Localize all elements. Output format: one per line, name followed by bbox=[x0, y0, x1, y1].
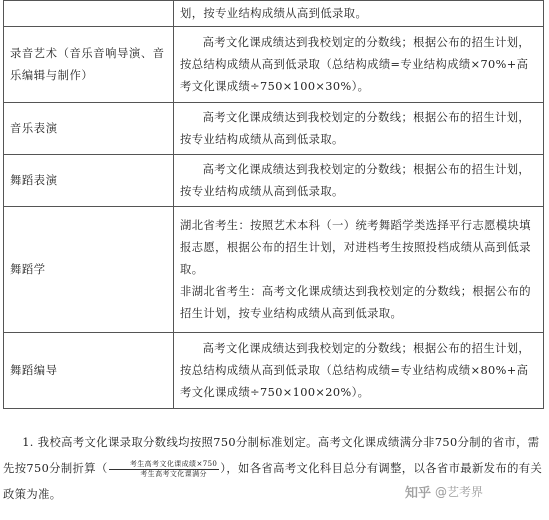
major-cell: 舞蹈学 bbox=[4, 207, 174, 333]
table-row bbox=[4, 103, 544, 155]
table-row bbox=[4, 155, 544, 207]
major-cell: 舞蹈表演 bbox=[4, 155, 174, 207]
zhihu-logo: 知乎 bbox=[405, 486, 432, 501]
rule-text: 高考文化课成绩达到我校划定的分数线；根据公布的招生计划，按专业结构成绩从高到低录取。 bbox=[180, 162, 531, 198]
rule-cell bbox=[174, 103, 544, 155]
rule-text: 高考文化课成绩达到我校划定的分数线；根据公布的招生计划，按总结构成绩从高到低录取（总结构成绩=专业结构成绩×70%+高考文化课成绩÷750×100×30%）。 bbox=[180, 35, 531, 93]
formula-numerator: 考生高考文化课成绩×750 bbox=[109, 460, 220, 470]
rule-cell bbox=[174, 207, 544, 333]
table-row bbox=[4, 207, 544, 333]
major-cell: 舞蹈编导 bbox=[4, 333, 174, 409]
major-cell: 音乐表演 bbox=[4, 103, 174, 155]
footnote-part2: ），如各省高考文化科目总分有调整，以各省市最新发布的有关政策为准。 bbox=[3, 462, 543, 501]
rule-cell bbox=[174, 1, 544, 27]
admission-rules-table bbox=[3, 0, 544, 409]
rule-cell bbox=[174, 333, 544, 409]
major-cell: 录音艺术（音乐音响导演、音乐编辑与制作） bbox=[4, 27, 174, 103]
rule-text: 湖北省考生：按照艺术本科（一）统考舞蹈学类选择平行志愿模块填报志愿，根据公布的招生计划，对进档考生按照投档成绩从高到低录取。 bbox=[180, 218, 531, 276]
watermark bbox=[405, 482, 483, 501]
conversion-formula bbox=[109, 460, 220, 479]
major-cell bbox=[4, 1, 174, 27]
table-row bbox=[4, 1, 544, 27]
formula-denominator: 考生高考文化课满分 bbox=[140, 469, 207, 478]
table-row bbox=[4, 333, 544, 409]
rule-text: 高考文化课成绩达到我校划定的分数线；根据公布的招生计划，按总结构成绩从高到低录取（总结构成绩=专业结构成绩×80%+高考文化课成绩÷750×100×20%）。 bbox=[180, 341, 531, 399]
rule-text: 非湖北省考生：高考文化课成绩达到我校划定的分数线；根据公布的招生计划，按专业结构成绩从高到低录取。 bbox=[180, 284, 531, 320]
rule-cell bbox=[174, 27, 544, 103]
rule-text: 划，按专业结构成绩从高到低录取。 bbox=[180, 6, 368, 20]
rule-text: 高考文化课成绩达到我校划定的分数线；根据公布的招生计划，按专业结构成绩从高到低录取。 bbox=[180, 110, 531, 146]
footnote-part1: 1. 我校高考文化课录取分数线均按照750分制标准划定。高考文化课成绩满分非750分制的省市，需先按750分制折算（ bbox=[3, 436, 540, 475]
table-row bbox=[4, 27, 544, 103]
rule-cell bbox=[174, 155, 544, 207]
account-handle: @艺考界 bbox=[435, 485, 484, 499]
